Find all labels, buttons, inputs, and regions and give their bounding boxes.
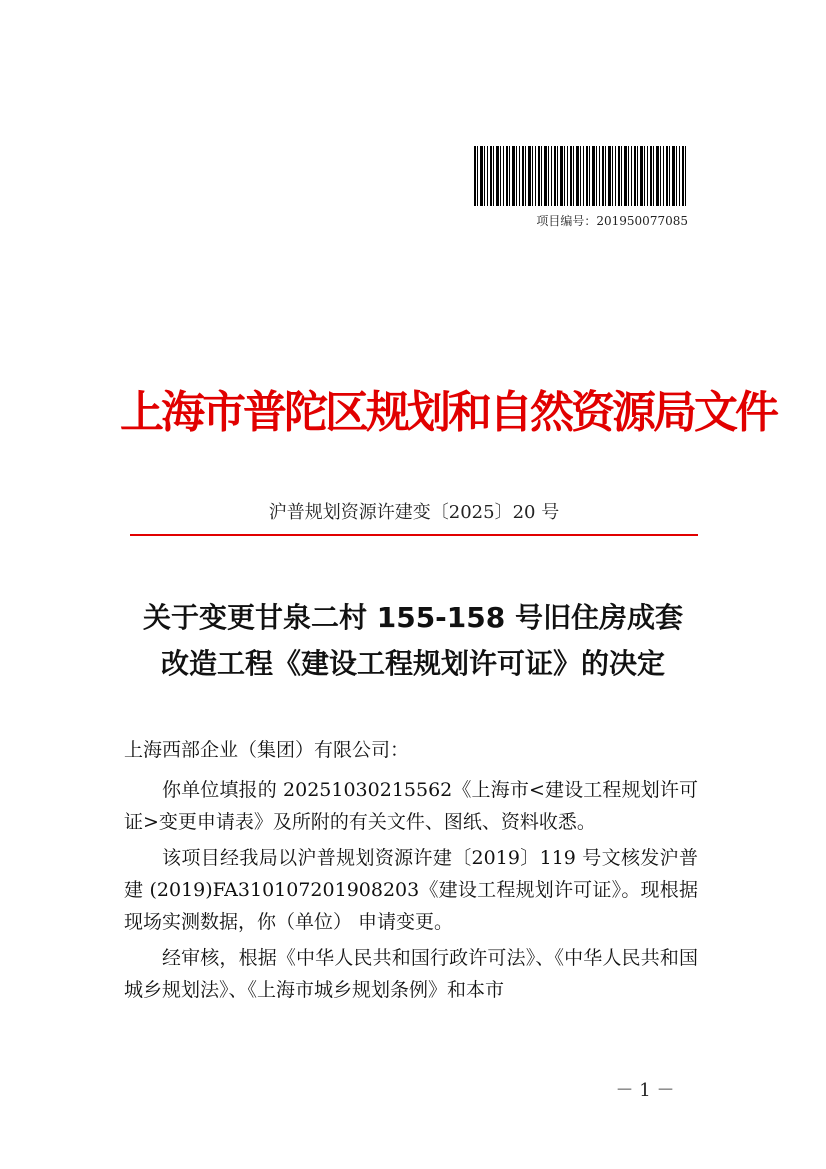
title-line-2: 改造工程《建设工程规划许可证》的决定 (160, 647, 665, 680)
red-divider (130, 534, 698, 536)
agency-title: 上海市普陀区规划和自然资源局文件 (120, 387, 776, 438)
addressee: 上海西部企业（集团）有限公司： (124, 739, 410, 761)
body-paragraph-2: 该项目经我局以沪普规划资源许建〔2019〕119 号文核发沪普建 (2019)FA310107201908203《建设工程规划许可证》。现根据现场实测数据，你（单位） 申请变更。 (124, 847, 698, 933)
body-paragraph-1: 你单位填报的 20251030215562《上海市<建设工程规划许可证>变更申请表》及所附的有关文件、图纸、资料收悉。 (124, 779, 698, 833)
document-body (124, 734, 698, 1010)
project-number: 项目编号：201950077085 (536, 214, 688, 228)
page-number: － 1 － (615, 1080, 675, 1101)
document-title (110, 595, 716, 687)
body-paragraph-3: 经审核，根据《中华人民共和国行政许可法》、《中华人民共和国城乡规划法》、《上海市城乡规划条例》和本市 (124, 947, 698, 1001)
document-number: 沪普规划资源许建变〔2025〕20 号 (268, 502, 560, 523)
barcode-icon (474, 146, 688, 206)
title-line-1: 关于变更甘泉二村 155-158 号旧住房成套 (142, 601, 683, 634)
